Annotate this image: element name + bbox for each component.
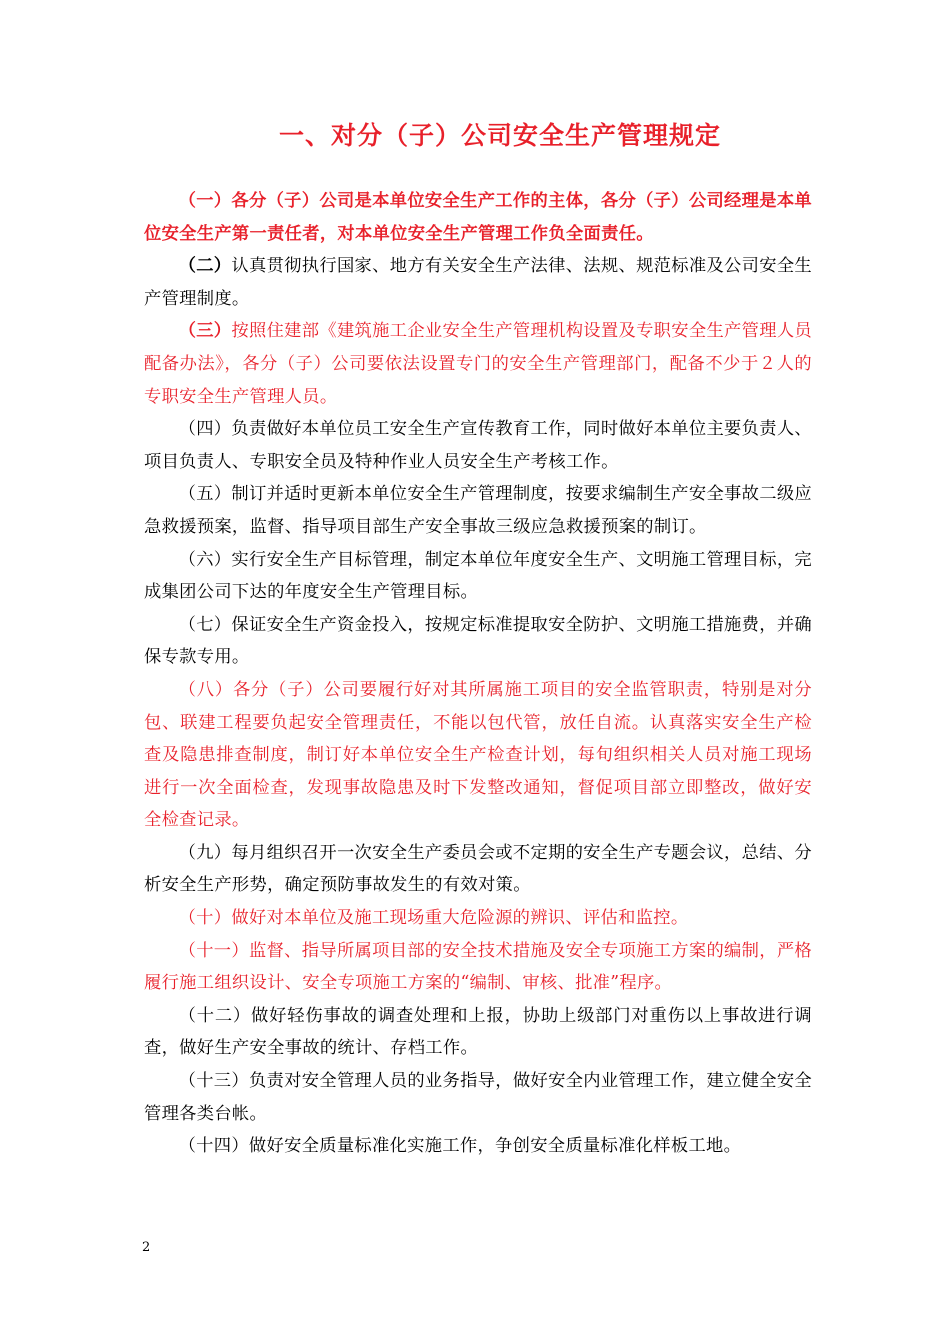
paragraph-4: [144, 413, 812, 478]
paragraph-number: （五）: [178, 484, 232, 505]
paragraph-number: （十一）: [178, 940, 249, 961]
paragraph-text: 做好轻伤事故的调查处理和上报，协助上级部门对重伤以上事故进行调查，做好生产安全事故的统计、存档工作。: [144, 1005, 812, 1059]
document-title: 一、对分（子）公司安全生产管理规定: [278, 121, 721, 150]
paragraph-text: 各分（子）公司是本单位安全生产工作的主体，各分（子）公司经理是本单位安全生产第一责任者，对本单位安全生产管理工作负全面责任。: [144, 191, 813, 244]
paragraph-11: [144, 935, 812, 1000]
paragraph-text: 按照住建部《建筑施工企业安全生产管理机构设置及专职安全生产管理人员配备办法》，各分（子）公司要依法设置专门的安全生产管理部门，配备不少于２人的专职安全生产管理人员。: [144, 321, 813, 407]
paragraph-number: （十）: [178, 908, 232, 929]
paragraph-number: （八）: [178, 679, 233, 700]
paragraph-number: （十四）: [178, 1136, 249, 1157]
paragraph-number: （十二）: [178, 1005, 252, 1026]
paragraph-1: [144, 185, 812, 250]
paragraph-number: （十三）: [178, 1071, 249, 1092]
paragraph-number: （四）: [178, 419, 232, 440]
paragraph-text: 实行安全生产目标管理，制定本单位年度安全生产、文明施工管理目标，完成集团公司下达的年度安全生产管理目标。: [144, 549, 813, 603]
paragraph-14: [144, 1130, 812, 1163]
paragraph-6: [144, 544, 812, 609]
paragraph-text: 保证安全生产资金投入，按规定标准提取安全防护、文明施工措施费，并确保专款专用。: [144, 614, 813, 668]
paragraph-number: （九）: [178, 842, 232, 863]
paragraph-number: （三）: [178, 321, 232, 342]
paragraph-number: （一）: [178, 191, 232, 211]
paragraph-text: 做好安全质量标准化实施工作，争创安全质量标准化样板工地。: [248, 1136, 742, 1157]
paragraph-7: [144, 609, 812, 674]
paragraph-12: [144, 1000, 812, 1065]
paragraph-text: 各分（子）公司要履行好对其所属施工项目的安全监管职责，特别是对分包、联建工程要负起安全管理责任，不能以包代管，放任自流。认真落实安全生产检查及隐患排查制度，制订好本单位安全生产检查计划，每旬组织相关人员对施工现场进行一次全面检查，发现事故隐患及时下发整改通知，督促项目部立即整改，做好安全检查记录。: [144, 679, 812, 831]
document-body: [144, 185, 812, 1163]
paragraph-text: 制订并适时更新本单位安全生产管理制度，按要求编制生产安全事故二级应急救援预案，监督、指导项目部生产安全事故三级应急救援预案的制订。: [144, 484, 813, 537]
paragraph-10: [144, 902, 812, 935]
paragraph-text: 负责对安全管理人员的业务指导，做好安全内业管理工作，建立健全安全管理各类台帐。: [144, 1071, 813, 1124]
paragraph-3: [144, 315, 812, 413]
paragraph-text: 负责做好本单位员工安全生产宣传教育工作，同时做好本单位主要负责人、项目负责人、专职安全员及特种作业人员安全生产考核工作。: [144, 419, 813, 472]
paragraph-5: [144, 478, 812, 543]
paragraph-number: （二）: [178, 256, 232, 277]
paragraph-text: 监督、指导所属项目部的安全技术措施及安全专项施工方案的编制，严格履行施工组织设计、安全专项施工方案的“编制、审核、批准”程序。: [144, 940, 813, 994]
paragraph-text: 每月组织召开一次安全生产委员会或不定期的安全生产专题会议，总结、分析安全生产形势，确定预防事故发生的有效对策。: [144, 842, 813, 896]
paragraph-number: （七）: [178, 614, 232, 635]
paragraph-13: [144, 1065, 812, 1130]
paragraph-text: 认真贯彻执行国家、地方有关安全生产法律、法规、规范标准及公司安全生产管理制度。: [144, 256, 813, 309]
paragraph-8: [144, 674, 812, 837]
page-number: 2: [142, 1240, 151, 1255]
paragraph-number: （六）: [178, 549, 232, 570]
paragraph-2: [144, 250, 812, 315]
paragraph-text: 做好对本单位及施工现场重大危险源的辨识、评估和监控。: [231, 908, 689, 929]
paragraph-9: [144, 837, 812, 902]
